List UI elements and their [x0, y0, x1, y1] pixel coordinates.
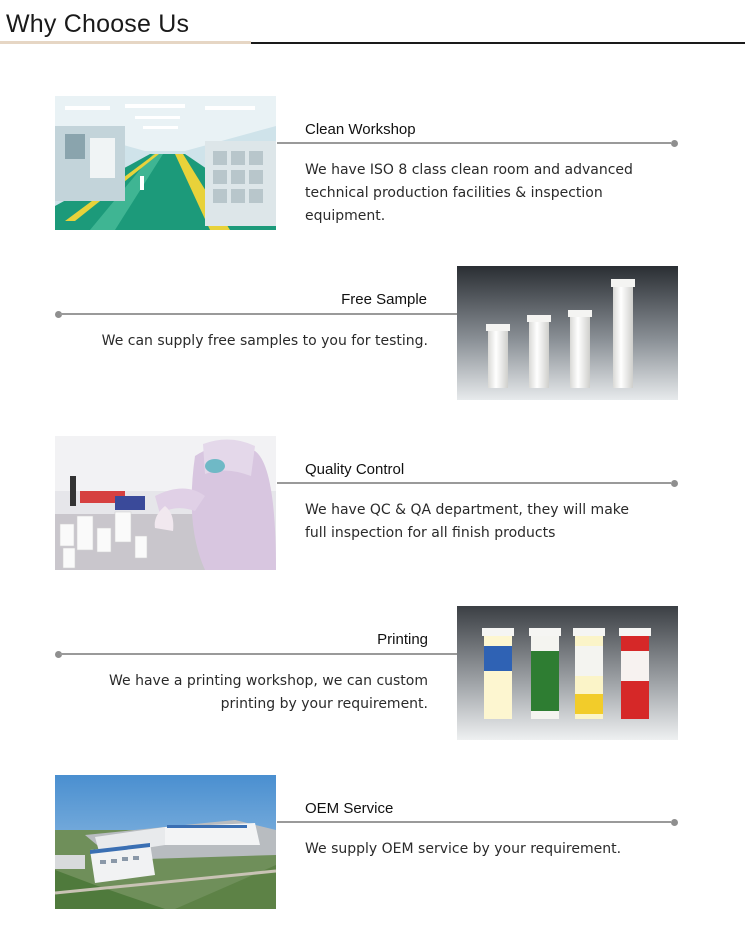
feature-title: Printing	[377, 631, 428, 648]
feature-title: Clean Workshop	[305, 121, 416, 138]
feature-title: Quality Control	[305, 461, 405, 478]
feature-rule	[277, 482, 671, 484]
feature-rule	[60, 653, 457, 655]
description-line: equipment.	[305, 208, 386, 224]
feature-rule	[277, 821, 671, 823]
feature-rule	[277, 142, 671, 144]
page-title: Why Choose Us	[6, 10, 190, 38]
header-accent-line	[0, 41, 251, 44]
feature-description	[305, 838, 685, 861]
description-line: We have QC & QA department, they will make	[305, 502, 629, 518]
feature-rule	[60, 313, 457, 315]
feature-description	[305, 499, 685, 545]
feature-title: Free Sample	[341, 291, 427, 308]
description-line: We have a printing workshop, we can custom	[109, 673, 428, 689]
description-line: We have ISO 8 class clean room and advanced	[305, 162, 633, 178]
description-line: We can supply free samples to you for testing.	[101, 333, 428, 349]
rule-end-dot	[671, 140, 678, 147]
description-line: We supply OEM service by your requirement.	[305, 841, 622, 857]
clean-workshop-photo	[55, 96, 276, 230]
feature-description	[60, 670, 428, 716]
rule-end-dot	[671, 480, 678, 487]
feature-description	[60, 330, 428, 353]
header-divider-line	[251, 42, 745, 44]
quality-control-photo	[55, 436, 276, 570]
printed-tubes-photo	[457, 606, 678, 740]
sample-tubes-photo	[457, 266, 678, 400]
description-line: technical production facilities & inspection	[305, 185, 603, 201]
description-line: full inspection for all finish products	[305, 525, 556, 541]
feature-title: OEM Service	[305, 800, 394, 817]
feature-description	[305, 159, 685, 228]
description-line: printing by your requirement.	[220, 696, 428, 712]
factory-aerial-photo	[55, 775, 276, 909]
rule-end-dot	[671, 819, 678, 826]
